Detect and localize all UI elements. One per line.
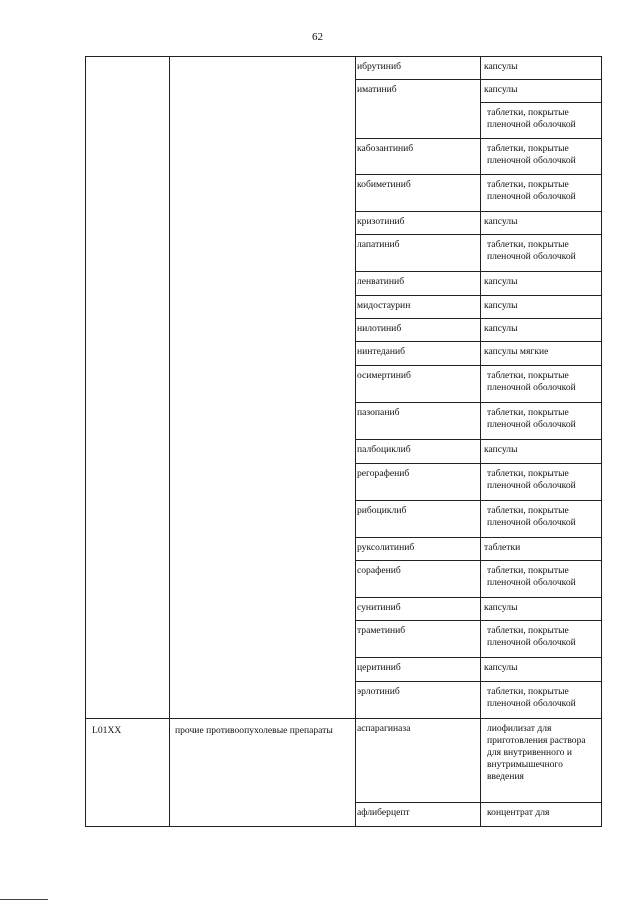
drug-name: иматиниб [356, 80, 481, 139]
dosage-form: капсулы [481, 319, 602, 342]
drug-name: кабозантиниб [356, 139, 481, 175]
dosage-form: лиофилизат для приготовления раствора для внутривенного и внутримышечного введения [481, 719, 602, 803]
dosage-form: таблетки, покрытые пленочной оболочкой [481, 464, 602, 501]
dosage-form: капсулы [481, 272, 602, 296]
dosage-form: капсулы [481, 598, 602, 621]
dosage-form: таблетки, покрытые пленочной оболочкой [481, 561, 602, 598]
dosage-form: таблетки, покрытые пленочной оболочкой [481, 139, 602, 175]
drug-name: палбоциклиб [356, 440, 481, 464]
drug-name: церитиниб [356, 658, 481, 682]
drug-name: рибоциклиб [356, 501, 481, 538]
dosage-form: таблетки, покрытые пленочной оболочкой [481, 621, 602, 658]
drug-name: кризотиниб [356, 212, 481, 235]
drug-name: аспарагиназа [356, 719, 481, 803]
dosage-form: таблетки, покрытые пленочной оболочкой [481, 403, 602, 440]
drug-name: осимертиниб [356, 366, 481, 403]
drug-name: лапатиниб [356, 235, 481, 272]
drug-name: ленватиниб [356, 272, 481, 296]
drug-name: нинтеданиб [356, 342, 481, 366]
drug-name: сунитиниб [356, 598, 481, 621]
footer-rule [0, 899, 48, 900]
dosage-form: капсулы мягкие [481, 342, 602, 366]
dosage-form: концентрат для [481, 803, 602, 827]
drug-name: сорафениб [356, 561, 481, 598]
dosage-form: капсулы [481, 658, 602, 682]
medication-table [85, 56, 602, 827]
drug-name: пазопаниб [356, 403, 481, 440]
dosage-form: капсулы [481, 57, 602, 80]
atc-group-cell-empty [170, 57, 356, 719]
atc-group-name: прочие противоопухолевые препараты [170, 719, 356, 827]
dosage-form: капсулы [481, 440, 602, 464]
drug-name: нилотиниб [356, 319, 481, 342]
dosage-form: таблетки, покрытые пленочной оболочкой [481, 175, 602, 212]
dosage-form: капсулы [481, 80, 602, 103]
drug-name: мидостаурин [356, 296, 481, 319]
dosage-form: таблетки, покрытые пленочной оболочкой [481, 235, 602, 272]
dosage-form: капсулы [481, 212, 602, 235]
drug-name: траметиниб [356, 621, 481, 658]
dosage-form: таблетки [481, 538, 602, 561]
atc-code-cell-empty [86, 57, 170, 719]
dosage-form: таблетки, покрытые пленочной оболочкой [481, 103, 602, 139]
page-number: 62 [312, 31, 323, 43]
dosage-form: таблетки, покрытые пленочной оболочкой [481, 682, 602, 719]
atc-code: L01XX [86, 719, 170, 827]
dosage-form: капсулы [481, 296, 602, 319]
drug-name: руксолитиниб [356, 538, 481, 561]
drug-name: кобиметиниб [356, 175, 481, 212]
drug-name: регорафениб [356, 464, 481, 501]
dosage-form: таблетки, покрытые пленочной оболочкой [481, 501, 602, 538]
drug-name: ибрутиниб [356, 57, 481, 80]
drug-name: афлиберцепт [356, 803, 481, 827]
drug-name: эрлотиниб [356, 682, 481, 719]
dosage-form: таблетки, покрытые пленочной оболочкой [481, 366, 602, 403]
